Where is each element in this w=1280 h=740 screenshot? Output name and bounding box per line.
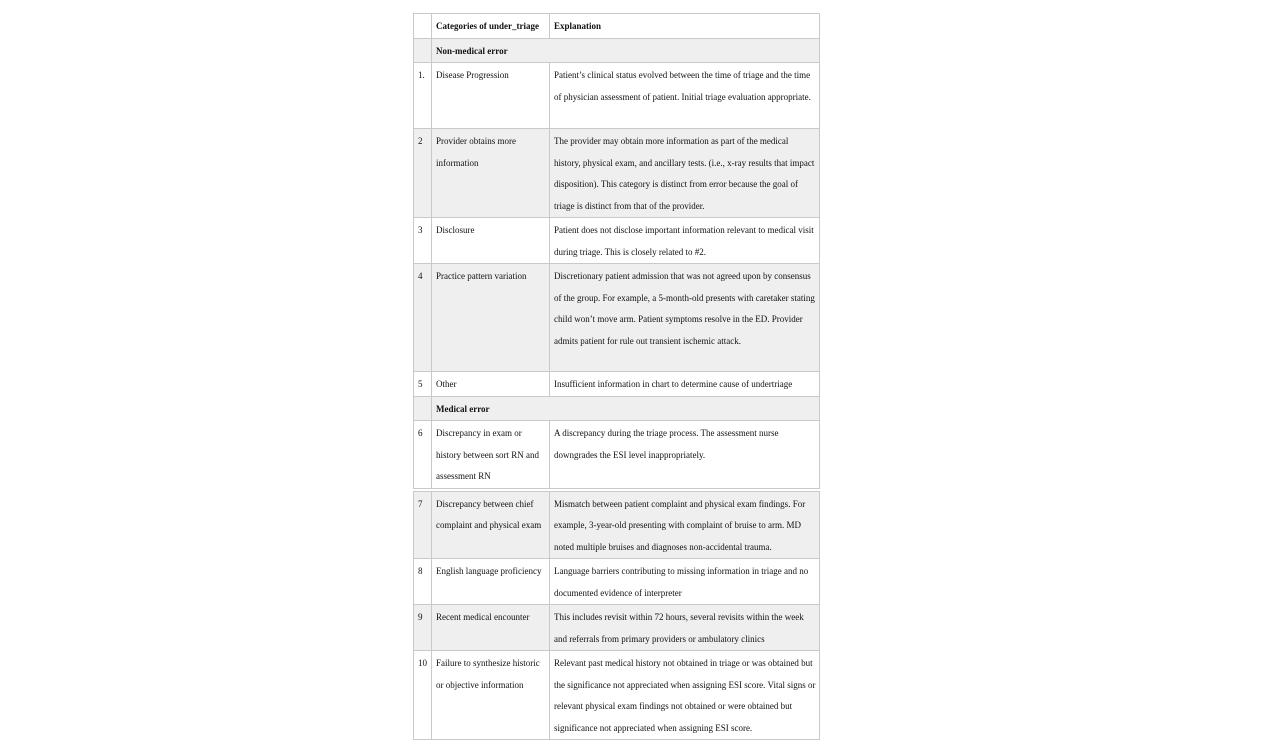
row-category: Failure to synthesize historic or objective information — [432, 651, 550, 740]
section-num-cell — [414, 38, 432, 63]
row-num: 5 — [414, 372, 432, 397]
table-row — [414, 218, 820, 264]
section-row-non-medical — [414, 38, 820, 63]
section-title-non-medical: Non-medical error — [432, 38, 820, 63]
section-row-medical — [414, 396, 820, 421]
row-explanation: A discrepancy during the triage process. The assessment nurse downgrades the ESI level inappropriately. — [550, 421, 820, 489]
row-category: Discrepancy between chief complaint and physical exam — [432, 491, 550, 559]
row-category: Practice pattern variation — [432, 264, 550, 372]
table-row — [414, 372, 820, 397]
row-num: 4 — [414, 264, 432, 372]
row-category: Discrepancy in exam or history between sort RN and assessment RN — [432, 421, 550, 489]
row-num: 1. — [414, 63, 432, 129]
row-explanation: Relevant past medical history not obtained in triage or was obtained but the significance not appreciated when assigning ESI score. Vital signs or relevant physical exam findings not obtained or were obtained but significance not appreciated when assigning ESI score. — [550, 651, 820, 740]
header-explanation-cell: Explanation — [550, 14, 820, 39]
row-num: 7 — [414, 491, 432, 559]
row-explanation: The provider may obtain more information as part of the medical history, physical exam, and ancillary tests. (i.e., x-ray results that impact disposition). This category is distinct from error because the goal of triage is distinct from that of the provider. — [550, 129, 820, 218]
row-num: 3 — [414, 218, 432, 264]
row-category: Provider obtains more information — [432, 129, 550, 218]
table-row — [414, 264, 820, 372]
row-category: English language proficiency — [432, 559, 550, 605]
row-num: 10 — [414, 651, 432, 740]
section-num-cell — [414, 396, 432, 421]
row-num: 9 — [414, 605, 432, 651]
row-num: 6 — [414, 421, 432, 489]
undertriage-categories-table — [413, 13, 820, 740]
row-category: Recent medical encounter — [432, 605, 550, 651]
row-explanation: This includes revisit within 72 hours, several revisits within the week and referrals from primary providers or ambulatory clinics — [550, 605, 820, 651]
table-row — [414, 605, 820, 651]
row-explanation: Mismatch between patient complaint and physical exam findings. For example, 3-year-old presenting with complaint of bruise to arm. MD noted multiple bruises and diagnoses non-accidental trauma. — [550, 491, 820, 559]
section-title-medical: Medical error — [432, 396, 820, 421]
row-explanation: Language barriers contributing to missing information in triage and no documented evidence of interpreter — [550, 559, 820, 605]
row-category: Disease Progression — [432, 63, 550, 129]
row-num: 2 — [414, 129, 432, 218]
table-row — [414, 559, 820, 605]
row-explanation: Discretionary patient admission that was not agreed upon by consensus of the group. For example, a 5-month-old presents with caretaker stating child won’t move arm. Patient symptoms resolve in the ED. Provider admits patient for rule out transient ischemic attack. — [550, 264, 820, 372]
table-row — [414, 129, 820, 218]
row-explanation: Patient does not disclose important information relevant to medical visit during triage. This is closely related to #2. — [550, 218, 820, 264]
row-explanation: Insufficient information in chart to determine cause of undertriage — [550, 372, 820, 397]
row-num: 8 — [414, 559, 432, 605]
table-row — [414, 651, 820, 740]
header-num-cell — [414, 14, 432, 39]
row-explanation: Patient’s clinical status evolved between the time of triage and the time of physician assessment of patient. Initial triage evaluation appropriate. — [550, 63, 820, 129]
table-row — [414, 421, 820, 489]
table-header-row — [414, 14, 820, 39]
header-category-cell: Categories of under_triage — [432, 14, 550, 39]
table-row — [414, 63, 820, 129]
row-category: Other — [432, 372, 550, 397]
row-category: Disclosure — [432, 218, 550, 264]
table-row — [414, 491, 820, 559]
